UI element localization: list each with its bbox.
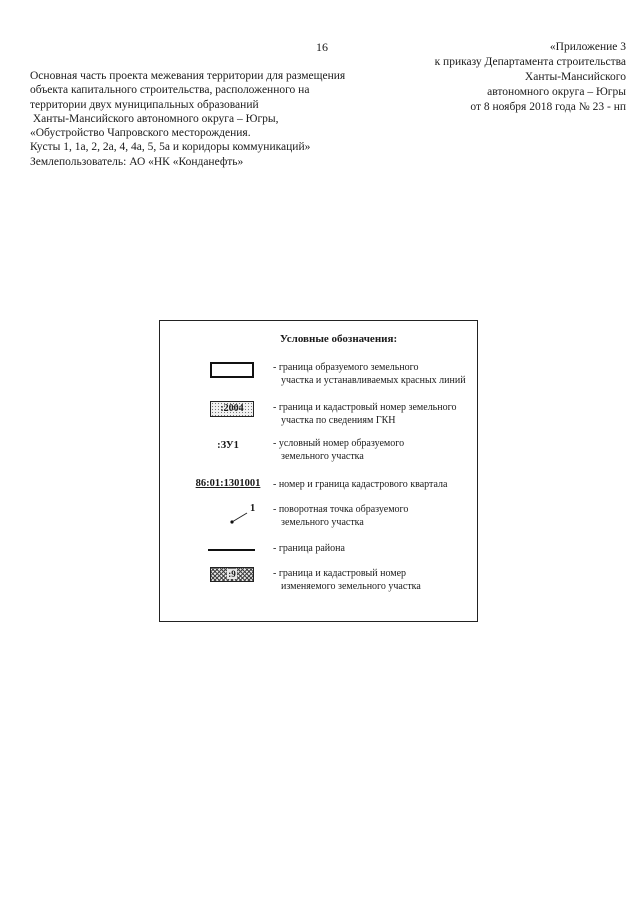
- legend-desc-line2: изменяемого земельного участка: [281, 581, 421, 592]
- changed-plot-symbol: [210, 567, 254, 582]
- symbol-plot-border: [180, 359, 276, 379]
- project-line: Землепользователь: АО «НК «Конданефть»: [30, 155, 244, 168]
- legend-desc-line1: - граница и кадастровый номер: [273, 568, 407, 579]
- legend-desc-line1: - номер и граница кадастрового квартала: [273, 479, 448, 490]
- appendix-header: [366, 40, 626, 115]
- legend-desc: [273, 567, 478, 593]
- legend-desc: [273, 503, 478, 529]
- symbol-conditional-number: [180, 437, 276, 457]
- legend-desc-line2: участка и устанавливаемых красных линий: [281, 375, 466, 386]
- symbol-turning-point: [180, 503, 276, 531]
- project-line: территории двух муниципальных образований: [30, 98, 259, 111]
- project-line: Основная часть проекта межевания территории для размещения: [30, 70, 346, 82]
- project-line: объекта капитального строительства, расположенного на: [30, 84, 310, 97]
- cadastral-quarter-label: 86:01:1301001: [195, 478, 261, 489]
- legend-desc-line1: - граница и кадастровый номер земельного: [273, 402, 457, 413]
- project-line: Кусты 1, 1а, 2, 2а, 4, 4а, 5, 5а и коридоры коммуникаций»: [30, 141, 311, 154]
- appendix-line: от 8 ноября 2018 года № 23 - нп: [470, 101, 626, 113]
- symbol-changed-plot: [180, 567, 276, 587]
- legend-desc-line1: - граница района: [273, 543, 345, 554]
- conditional-number-label: :ЗУ1: [217, 440, 239, 451]
- legend-desc: [273, 437, 478, 463]
- appendix-line: автономного округа – Югры: [487, 86, 626, 98]
- district-boundary-line: [208, 549, 255, 551]
- legend-desc-line2: земельного участка: [281, 451, 364, 462]
- legend-desc: [273, 542, 478, 555]
- legend-desc: [273, 401, 478, 427]
- legend-desc-line2: земельного участка: [281, 517, 364, 528]
- turning-point-icon: [180, 503, 276, 531]
- plot-border-rect: [210, 362, 254, 378]
- legend-desc-line2: участка по сведениям ГКН: [281, 415, 396, 426]
- symbol-district-boundary: [180, 539, 276, 559]
- project-line: «Обустройство Чапровского месторождения.: [30, 127, 251, 140]
- symbol-cadastral-quarter: [180, 478, 276, 498]
- turning-point-number: 1: [250, 503, 256, 514]
- appendix-line: к приказу Департамента строительства: [434, 56, 626, 68]
- legend-desc-line1: - граница образуемого земельного: [273, 362, 419, 373]
- legend-box: [159, 320, 478, 622]
- legend-desc: [273, 478, 478, 491]
- appendix-line: Ханты-Мансийского: [524, 71, 626, 83]
- legend-title: Условные обозначения:: [279, 333, 398, 345]
- page-number: 16: [316, 40, 328, 54]
- project-description: [30, 69, 375, 169]
- legend-desc: [273, 361, 478, 387]
- legend-desc-line1: - поворотная точка образуемого: [273, 504, 409, 515]
- changed-plot-number: :9: [228, 569, 236, 579]
- legend-desc-line1: - условный номер образуемого: [273, 438, 405, 449]
- symbol-cadastral-plot: [180, 399, 276, 419]
- cadastral-plot-symbol: :2004: [210, 401, 254, 417]
- appendix-line: «Приложение 3: [549, 41, 626, 53]
- project-line: Ханты-Мансийского автономного округа – Югры,: [30, 112, 279, 125]
